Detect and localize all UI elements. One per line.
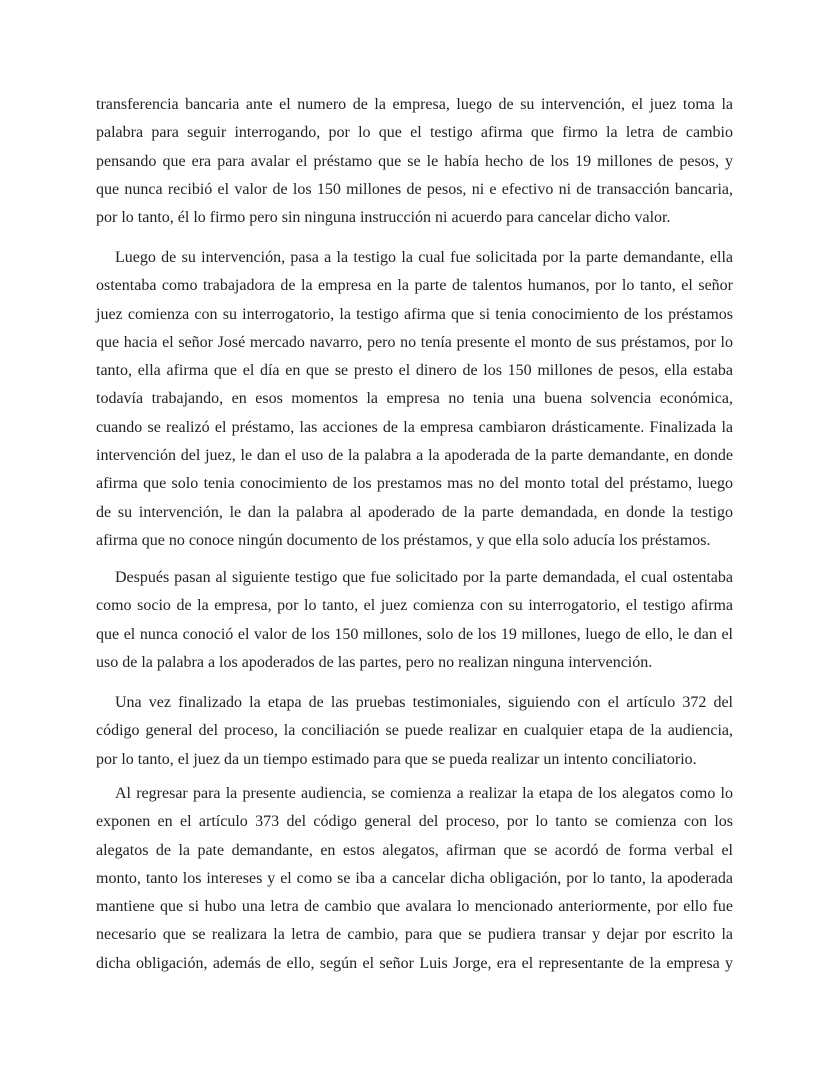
text-line: Una vez finalizado la etapa de las pruebas testimoniales, siguiendo con el artículo 372 del [115, 694, 733, 711]
text-line: Luego de su intervención, pasa a la testigo la cual fue solicitada por la parte demandante, ella [115, 249, 733, 266]
text-line: ostentaba como trabajadora de la empresa en la parte de talentos humanos, por lo tanto, el señor [96, 277, 733, 295]
paragraph-5 [96, 780, 733, 978]
text-line: de su intervención, le dan la palabra al apoderado de la parte demandada, en donde la testigo [96, 503, 733, 521]
text-line: cuando se realizó el préstamo, las acciones de la empresa cambiaron drásticamente. Finalizada la [96, 418, 733, 436]
text-line: afirma que solo tenia conocimiento de los prestamos mas no del monto total del préstamo, luego [96, 475, 733, 493]
text-line: mantiene que si hubo una letra de cambio que avalara lo mencionado anteriormente, por ello fue [96, 898, 733, 916]
paragraph-2 [96, 244, 733, 555]
text-line: por lo tanto, él lo firmo pero sin ninguna instrucción ni acuerdo para cancelar dicho valor. [96, 209, 671, 227]
text-line: exponen en el artículo 373 del código general del proceso, por lo tanto se comienza con los [96, 813, 733, 831]
text-line: que hacia el señor José mercado navarro, pero no tenía presente el monto de sus préstamos, por lo [96, 333, 733, 351]
text-line: como socio de la empresa, por lo tanto, el juez comienza con su interrogatorio, el testigo afirma [96, 597, 733, 615]
text-line: tanto, ella afirma que el día en que se presto el dinero de los 150 millones de pesos, ella estaba [96, 362, 733, 380]
text-line: que nunca recibió el valor de los 150 millones de pesos, ni e efectivo ni de transacción bancaria, [96, 180, 733, 198]
paragraph-3 [96, 564, 733, 677]
paragraph-4 [96, 689, 733, 774]
text-line: pensando que era para avalar el préstamo que se le había hecho de los 19 millones de pesos, y [96, 152, 733, 170]
text-line: necesario que se realizara la letra de cambio, para que se pudiera transar y dejar por escrito la [96, 926, 733, 944]
text-line: uso de la palabra a los apoderados de las partes, pero no realizan ninguna intervención. [96, 653, 653, 671]
paragraph-1 [96, 91, 733, 232]
text-line: todavía trabajando, en esos momentos la empresa no tenia una buena solvencia económica, [96, 390, 733, 408]
text-line: juez comienza con su interrogatorio, la testigo afirma que si tenia conocimiento de los préstamos [96, 305, 733, 323]
text-line: monto, tanto los intereses y el como se iba a cancelar dicha obligación, por lo tanto, la apoderada [96, 869, 733, 887]
text-line: transferencia bancaria ante el numero de la empresa, luego de su intervención, el juez toma la [96, 96, 733, 113]
text-line: afirma que no conoce ningún documento de los préstamos, y que ella solo aducía los préstamos. [96, 531, 711, 549]
text-line: código general del proceso, la conciliación se puede realizar en cualquier etapa de la audiencia, [96, 722, 733, 740]
text-line: que el nunca conoció el valor de los 150 millones, solo de los 19 millones, luego de ello, le dan el [96, 625, 733, 643]
text-line: Después pasan al siguiente testigo que fue solicitado por la parte demandada, el cual ostentaba [115, 569, 733, 586]
text-line: alegatos de la pate demandante, en estos alegatos, afirman que se acordó de forma verbal el [96, 841, 733, 859]
text-line: intervención del juez, le dan el uso de la palabra a la apoderada de la parte demandante, en donde [96, 447, 733, 465]
text-line: Al regresar para la presente audiencia, se comienza a realizar la etapa de los alegatos como lo [115, 785, 733, 802]
text-line: palabra para seguir interrogando, por lo que el testigo afirma que firmo la letra de cambio [96, 124, 733, 142]
text-line: dicha obligación, además de ello, según el señor Luis Jorge, era el representante de la empresa y [96, 954, 733, 972]
text-line: por lo tanto, el juez da un tiempo estimado para que se pueda realizar un intento conciliatorio. [96, 750, 697, 768]
